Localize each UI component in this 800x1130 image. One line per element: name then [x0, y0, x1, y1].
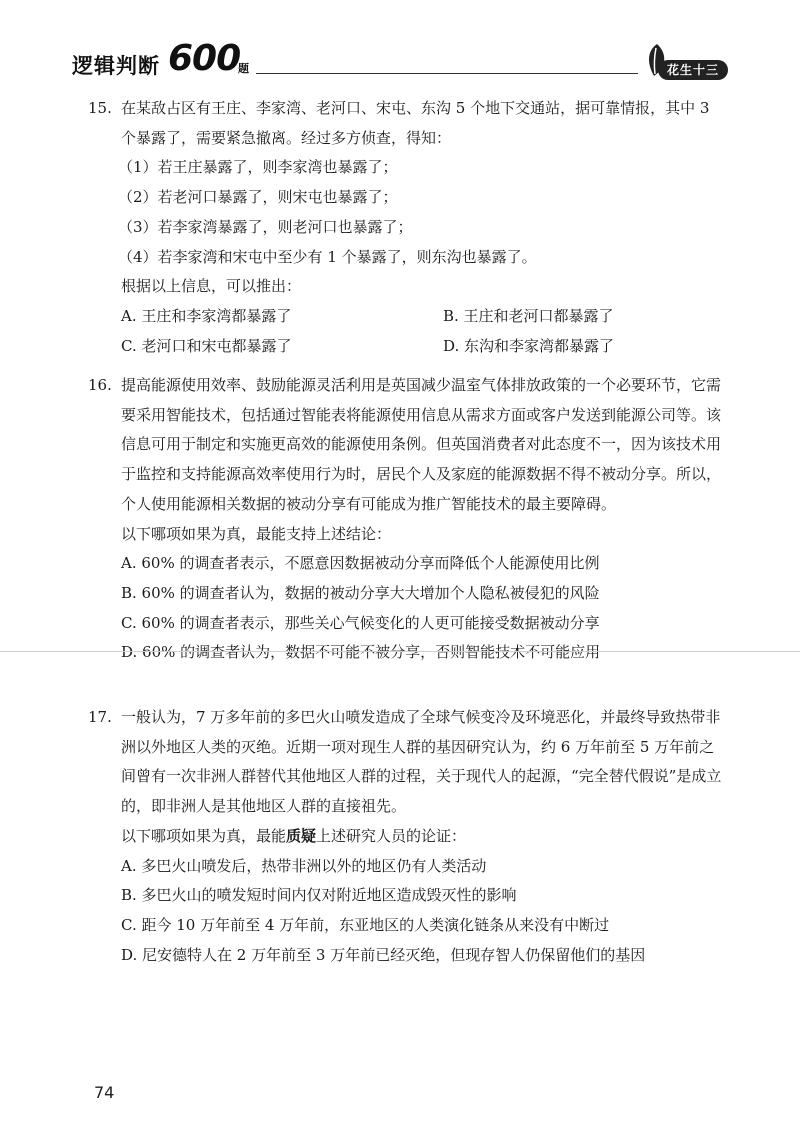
page-number: 74 — [94, 1083, 115, 1102]
header-rule — [256, 73, 638, 74]
stem-text: 提高能源使用效率、鼓励能源灵活利用是英国减少温室气体排放政策的一个必要环节，它需要采用智能技术，包括通过智能表将能源使用信息从需求方面或客户发送到能源公司等。该信息可用于制定和实施更高效的能源使用条例。但英国消费者对此态度不一，因为该技术用于监控和支持能源高效率使用行为时，居民个人及家庭的能源数据不得不被动分享。所以，个人使用能源相关数据的被动分享有可能成为推广智能技术的最主要障碍。 — [121, 376, 722, 513]
book-title-number: 600 — [168, 38, 241, 79]
question-number: 16. — [88, 376, 112, 394]
condition-3: （3）若李家湾暴露了，则老河口也暴露了； — [118, 217, 413, 236]
option-a: A. 多巴火山喷发后，热带非洲以外的地区仍有人类活动 — [121, 856, 487, 875]
option-c: C. 距今 10 万年前至 4 万年前，东亚地区的人类演化链条从来没有中断过 — [121, 915, 610, 934]
question-prompt: 以下哪项如果为真，最能支持上述结论： — [121, 524, 392, 543]
stem-text: 一般认为，7 万多年前的多巴火山喷发造成了全球气候变冷及环境恶化，并最终导致热带非洲以外地区人类的灭绝。近期一项对现生人群的基因研究认为，约 6 万年前至 5 万年前之间曾有一次非洲人群替代其他地区人群的过程，关于现代人的起源，“完全替代假说”是成立的，即非洲人是其他地区人群的直接祖先。 — [121, 708, 722, 816]
option-d: D. 尼安德特人在 2 万年前至 3 万年前已经灭绝，但现存智人仍保留他们的基因 — [121, 945, 646, 964]
question-number: 15. — [88, 99, 112, 117]
option-a: A. 60% 的调查者表示，不愿意因数据被动分享而降低个人能源使用比例 — [121, 554, 600, 573]
scan-artifact-line — [0, 651, 800, 652]
condition-4: （4）若李家湾和宋屯中至少有 1 个暴露了，则东沟也暴露了。 — [118, 247, 537, 266]
condition-1: （1）若王庄暴露了，则李家湾也暴露了； — [118, 158, 398, 177]
option-b: B. 60% 的调查者认为，数据的被动分享大大增加个人隐私被侵犯的风险 — [121, 583, 600, 602]
option-b: B. 王庄和老河口都暴露了 — [443, 306, 614, 325]
prompt-text: 以下哪项如果为真，最能 — [121, 826, 287, 845]
question-16 — [88, 371, 728, 668]
option-c: C. 60% 的调查者表示，那些关心气候变化的人更可能接受数据被动分享 — [121, 613, 600, 632]
stem-text: 在某敌占区有王庄、李家湾、老河口、宋屯、东沟 5 个地下交通站，据可靠情报，其中 3 个暴露了，需要紧急撤离。经过多方侦查，得知： — [121, 99, 710, 147]
question-stem — [88, 371, 728, 520]
prompt-text: 上述研究人员的论证： — [316, 826, 467, 845]
book-title-suffix: 题 — [238, 62, 249, 75]
option-b: B. 多巴火山的喷发短时间内仅对附近地区造成毁灭性的影响 — [121, 886, 517, 905]
brand-logo — [642, 42, 732, 82]
question-prompt: 根据以上信息，可以推出： — [121, 277, 302, 296]
option-d: D. 60% 的调查者认为，数据不可能不被分享，否则智能技术不可能应用 — [121, 643, 601, 662]
question-17 — [88, 703, 728, 970]
brand-name: 花生十三 — [658, 60, 728, 80]
prompt-keyword: 质疑 — [286, 826, 317, 845]
condition-2: （2）若老河口暴露了，则宋屯也暴露了； — [118, 188, 398, 207]
page-header — [72, 38, 727, 82]
question-stem — [88, 94, 728, 153]
question-prompt — [88, 822, 728, 852]
question-stem — [88, 703, 728, 822]
option-c: C. 老河口和宋屯都暴露了 — [121, 336, 292, 355]
book-title: 逻辑判断 — [72, 54, 160, 78]
question-15 — [88, 94, 728, 361]
option-d: D. 东沟和李家湾都暴露了 — [443, 336, 615, 355]
options-grid — [88, 302, 728, 361]
option-a: A. 王庄和李家湾都暴露了 — [121, 306, 292, 325]
question-number: 17. — [88, 708, 112, 726]
